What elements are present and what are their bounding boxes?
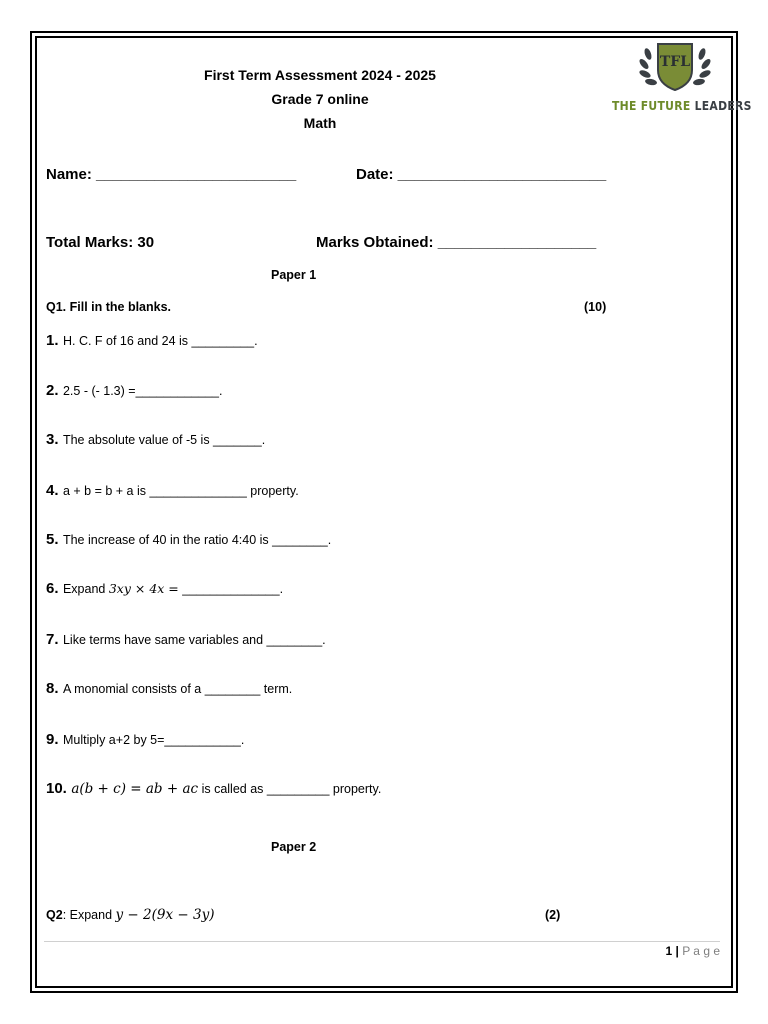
subject-label: Math [303,115,337,131]
date-field[interactable]: Date: _________________________ [356,166,607,183]
question-number: 1. [46,332,59,349]
school-logo [630,40,720,96]
paper-2-title: Paper 2 [271,840,317,854]
question-number: 7. [46,631,59,648]
question-item [46,382,222,400]
logo-wordmark [612,99,752,113]
question-text: a + b = b + a is ______________ property. [62,484,299,498]
footer-separator: | [675,944,679,958]
q1-heading: Q1. Fill in the blanks. [46,300,172,314]
question-text: Multiply a+2 by 5=___________. [62,733,245,747]
page-footer [665,944,720,958]
q2-prefix: : Expand [62,908,116,922]
q2-marks: (2) [545,908,561,922]
question-number: 3. [46,431,59,448]
question-number: 8. [46,680,59,697]
footer-divider [44,941,720,942]
page-word: P a g e [682,944,720,958]
question-text: 2.5 - (- 1.3) =____________. [62,384,223,398]
name-field[interactable]: Name: ________________________ [46,166,297,183]
question-text: H. C. F of 16 and 24 is _________. [62,334,258,348]
logo-word-the: THE [612,99,637,113]
logo-monogram: TFL [659,54,691,70]
question-text: is called as _________ property. [198,782,382,796]
question-text: The increase of 40 in the ratio 4:40 is ________. [62,533,332,547]
q2-item [46,906,214,924]
logo-word-future: FUTURE [640,99,691,113]
assessment-title: First Term Assessment 2024 - 2025 [204,67,436,83]
total-marks: Total Marks: 30 [46,234,155,251]
question-text: Like terms have same variables and ________. [62,633,326,647]
question-item [46,680,292,698]
paper-1-title: Paper 1 [271,268,317,282]
math-expression: a(b + c) = ab + ac [71,781,199,797]
marks-obtained-field[interactable]: Marks Obtained: ___________________ [316,234,597,251]
question-item [46,631,326,649]
question-prefix: Expand [62,582,109,596]
question-item [46,482,299,500]
math-expression: y − 2(9x − 3y) [115,907,215,923]
math-expression: 3xy × 4x = [108,581,179,596]
answer-blank: ______________. [178,582,284,596]
question-number: 5. [46,531,59,548]
question-item [46,431,265,449]
logo-word-leaders: LEADERS [694,99,752,113]
question-item [46,731,244,749]
page-number: 1 [665,944,673,958]
question-text: A monomial consists of a ________ term. [62,682,293,696]
grade-label: Grade 7 online [271,91,369,107]
question-number: 6. [46,580,59,597]
question-number: 9. [46,731,59,748]
question-number: 4. [46,482,59,499]
q2-label: Q2 [46,908,63,922]
question-item [46,332,258,350]
question-item [46,780,381,798]
question-text: The absolute value of -5 is _______. [62,433,266,447]
question-item [46,531,331,549]
question-number: 10. [46,780,67,797]
question-item [46,580,283,598]
q1-marks: (10) [584,300,607,314]
question-number: 2. [46,382,59,399]
